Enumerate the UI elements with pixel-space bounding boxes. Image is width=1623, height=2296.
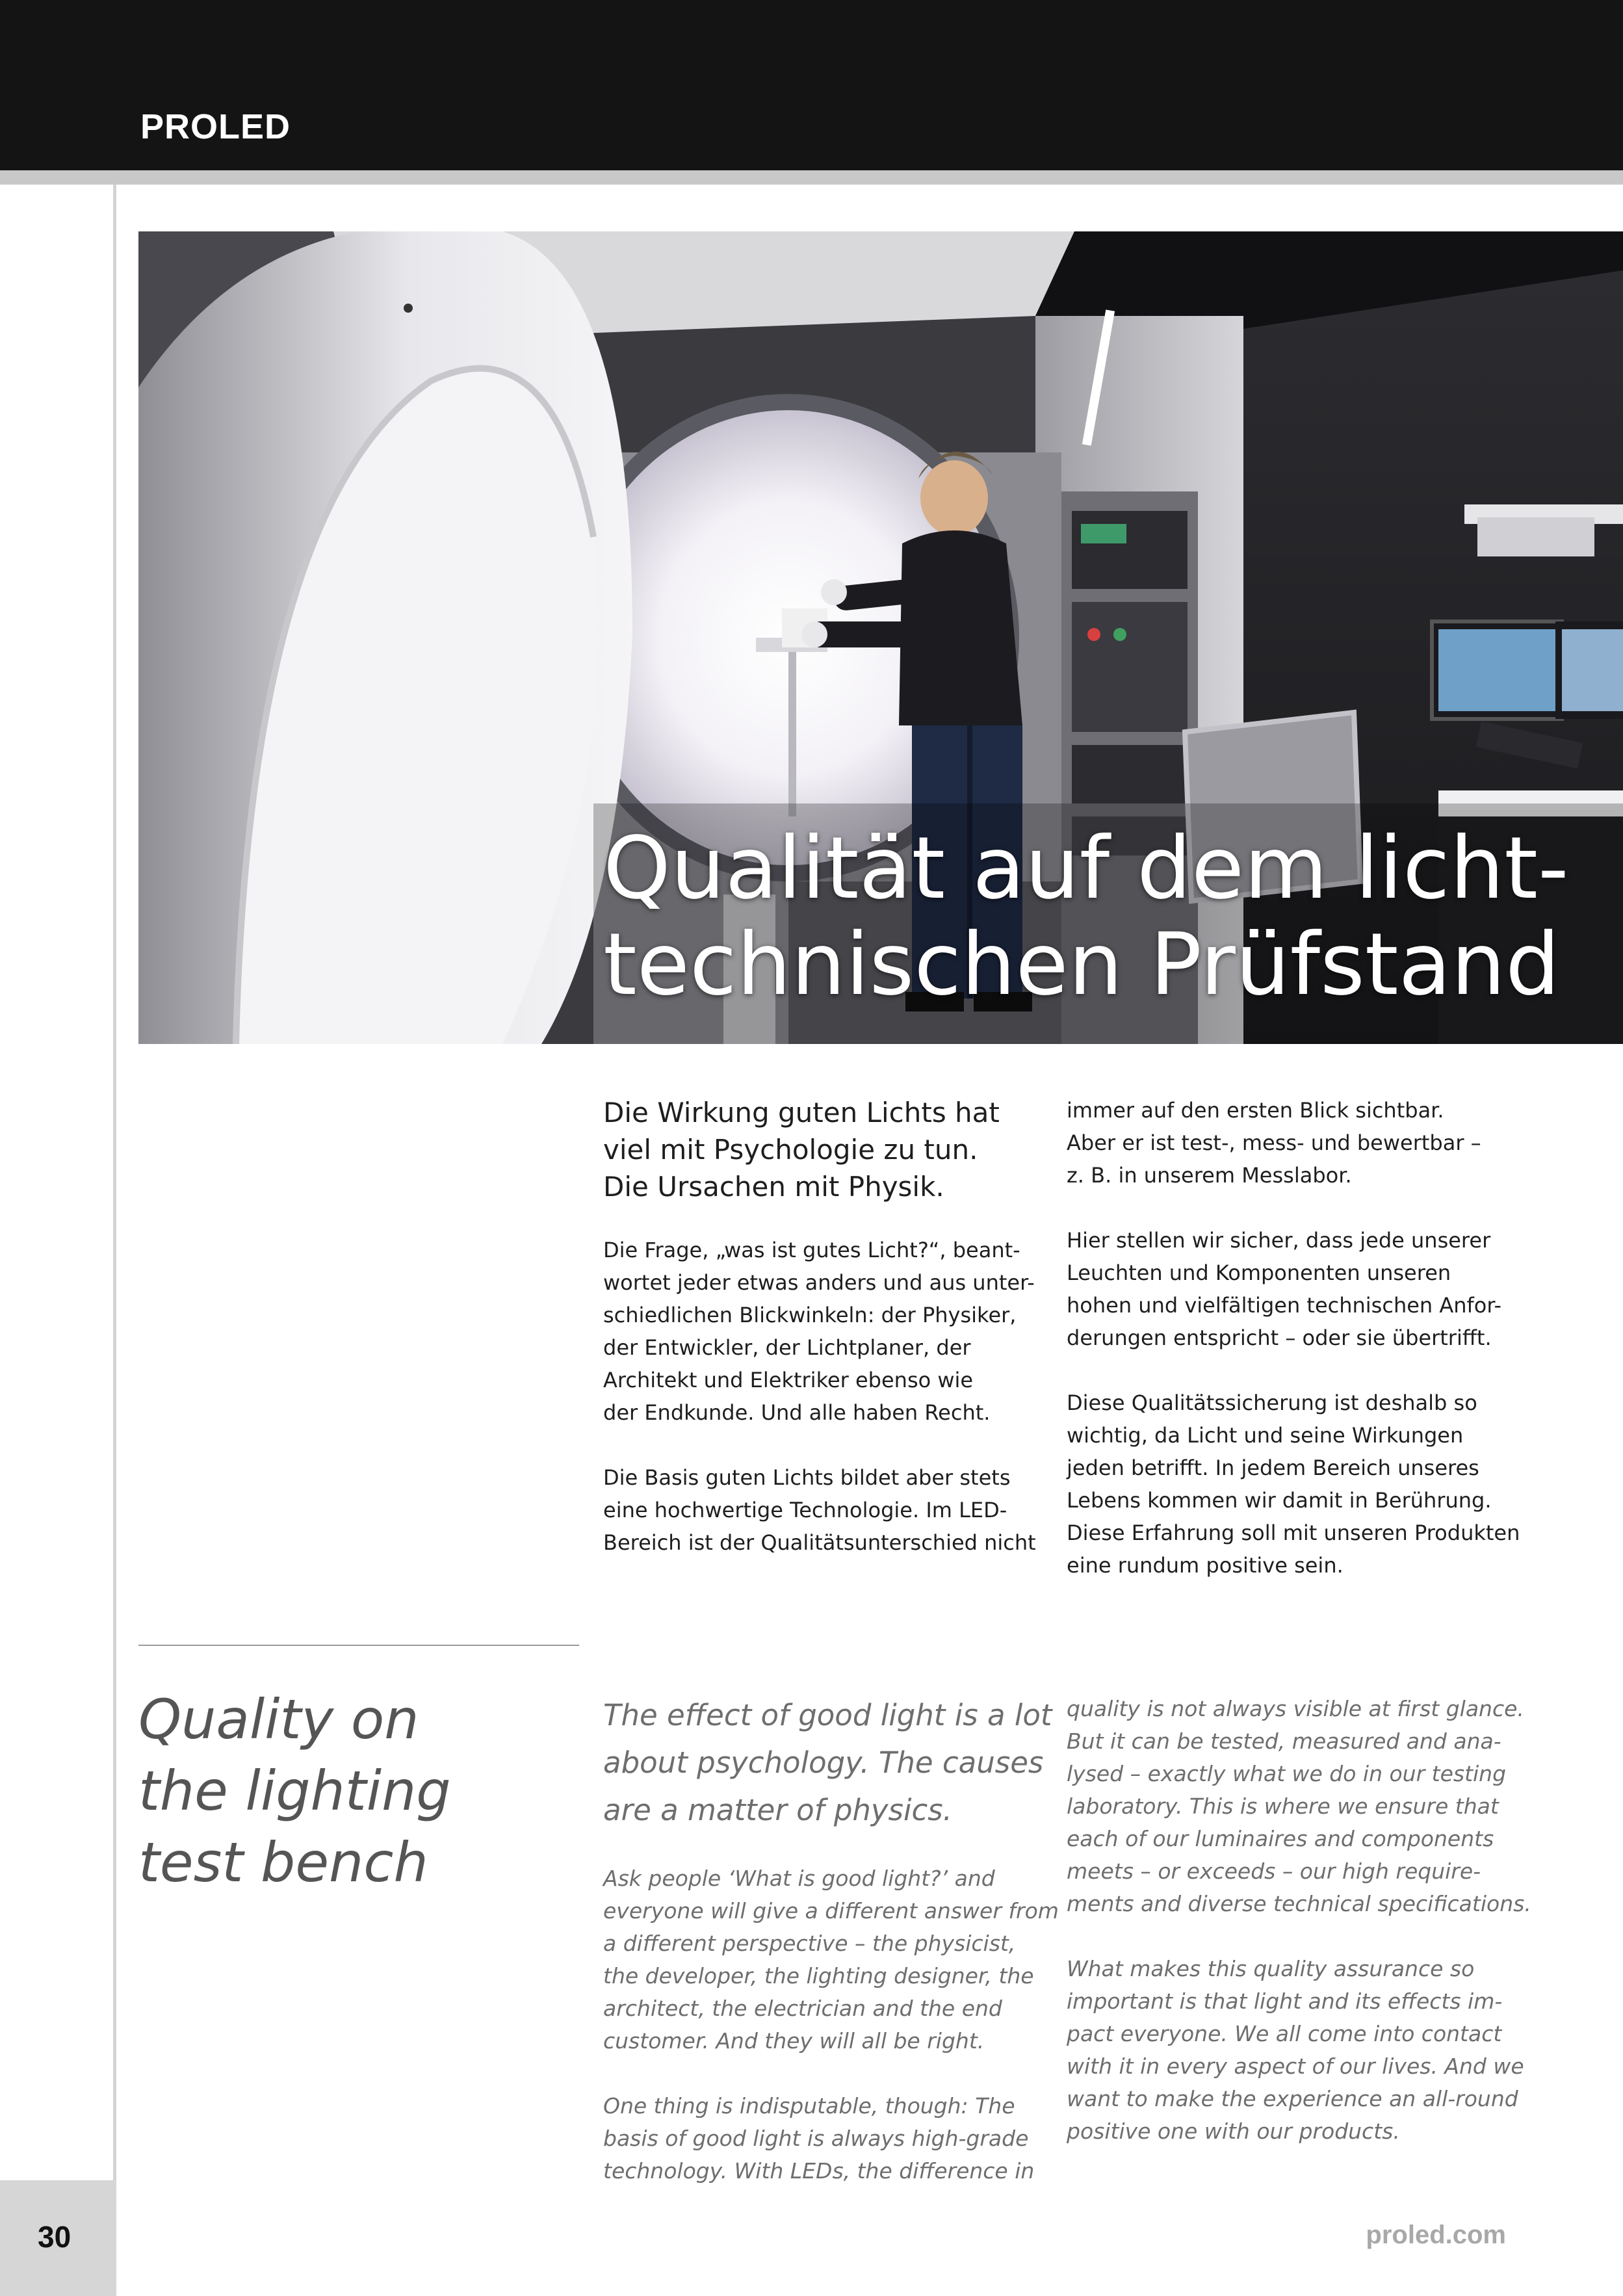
- text-line: But it can be tested, measured and ana-: [1067, 1729, 1501, 1754]
- english-title: [138, 1684, 451, 1898]
- german-lead: [603, 1094, 1045, 1205]
- text-line: z. B. in unserem Messlabor.: [1067, 1163, 1352, 1188]
- text-line: Diese Erfahrung soll mit unseren Produkten: [1067, 1520, 1520, 1545]
- english-title-line: Quality on: [138, 1688, 419, 1751]
- english-lead-line: are a matter of physics.: [603, 1793, 952, 1827]
- english-column-2: [1067, 1693, 1531, 2180]
- text-line: eine rundum positive sein.: [1067, 1553, 1344, 1578]
- text-line: Bereich ist der Qualitätsunterschied nicht: [603, 1530, 1036, 1555]
- page-number: 30: [38, 2220, 71, 2254]
- text-line: Aber er ist test-, mess- und bewertbar –: [1067, 1130, 1481, 1155]
- text-line: Architekt und Elektriker ebenso wie: [603, 1368, 974, 1392]
- english-column-1: [603, 1691, 1059, 2220]
- text-line: One thing is indisputable, though: The: [603, 2093, 1015, 2119]
- text-line: technology. With LEDs, the difference in: [603, 2158, 1035, 2184]
- german-lead-line: viel mit Psychologie zu tun.: [603, 1134, 978, 1166]
- text-line: pact everyone. We all come into contact: [1067, 2021, 1502, 2046]
- header-rule: [0, 170, 1623, 185]
- english-lead-line: The effect of good light is a lot: [603, 1698, 1052, 1732]
- english-paragraph-1: [603, 1862, 1059, 2057]
- german-paragraph-4: [1067, 1224, 1509, 1354]
- german-paragraph-1: [603, 1234, 1045, 1429]
- english-lead: [603, 1691, 1052, 1834]
- brand-logo-text: PROLED: [140, 107, 291, 146]
- headline-line-2: technischen Prüfstand: [603, 915, 1560, 1015]
- text-line: want to make the experience an all-round: [1067, 2086, 1518, 2111]
- text-line: lysed – exactly what we do in our testing: [1067, 1761, 1507, 1786]
- text-line: Hier stellen wir sicher, dass jede unserer: [1067, 1228, 1491, 1253]
- text-line: jeden betrifft. In jedem Bereich unseres: [1067, 1455, 1479, 1480]
- text-line: everyone will give a different answer from: [603, 1898, 1059, 1924]
- english-paragraph-2: [603, 2090, 1052, 2187]
- text-line: Die Frage, „was ist gutes Licht?“, beant-: [603, 1238, 1020, 1262]
- website-link[interactable]: proled.com: [1366, 2221, 1506, 2249]
- text-line: architect, the electrician and the end: [603, 1996, 1002, 2021]
- text-line: schiedlichen Blickwinkeln: der Physiker,: [603, 1303, 1017, 1327]
- text-line: hohen und vielfältigen technischen Anfor-: [1067, 1293, 1502, 1318]
- text-line: derungen entspricht – oder sie übertrifft.: [1067, 1325, 1492, 1350]
- german-paragraph-2: [603, 1461, 1045, 1559]
- text-line: immer auf den ersten Blick sichtbar.: [1067, 1098, 1444, 1123]
- text-line: with it in every aspect of our lives. And we: [1067, 2054, 1524, 2079]
- german-paragraph-3: [1067, 1094, 1509, 1192]
- margin-line: [113, 185, 116, 2180]
- english-title-line: the lighting: [138, 1759, 451, 1823]
- text-line: ments and diverse technical specifications.: [1067, 1891, 1531, 1916]
- text-line: der Endkunde. Und alle haben Recht.: [603, 1400, 991, 1425]
- text-line: Lebens kommen wir damit in Berührung.: [1067, 1488, 1492, 1513]
- text-line: What makes this quality assurance so: [1067, 1956, 1475, 1981]
- german-paragraph-5: [1067, 1387, 1520, 1582]
- english-paragraph-3: [1067, 1693, 1531, 1920]
- text-line: laboratory. This is where we ensure that: [1067, 1794, 1499, 1819]
- text-line: der Entwickler, der Lichtplaner, der: [603, 1335, 971, 1360]
- german-lead-line: Die Wirkung guten Lichts hat: [603, 1097, 1000, 1128]
- text-line: basis of good light is always high-grade: [603, 2126, 1029, 2151]
- text-line: wortet jeder etwas anders und aus unter-: [603, 1270, 1035, 1295]
- headline-line-1: Qualität auf dem licht-: [603, 818, 1569, 919]
- german-column-2: [1067, 1094, 1520, 1614]
- english-lead-line: about psychology. The causes: [603, 1745, 1044, 1780]
- text-line: important is that light and its effects im-: [1067, 1989, 1503, 2014]
- text-line: customer. And they will all be right.: [603, 2028, 985, 2054]
- text-line: meets – or exceeds – our high require-: [1067, 1859, 1481, 1884]
- section-divider: [138, 1645, 579, 1646]
- text-line: a different perspective – the physicist,: [603, 1931, 1016, 1956]
- english-title-line: test bench: [138, 1831, 428, 1894]
- text-line: positive one with our products.: [1067, 2119, 1400, 2144]
- text-line: Die Basis guten Lichts bildet aber stets: [603, 1465, 1011, 1490]
- german-column-1: [603, 1094, 1045, 1591]
- text-line: each of our luminaires and components: [1067, 1826, 1494, 1851]
- hero-headline: [603, 820, 1569, 1013]
- english-paragraph-4: [1067, 1953, 1522, 2148]
- text-line: Ask people ‘What is good light?’ and: [603, 1866, 995, 1891]
- text-line: the developer, the lighting designer, the: [603, 1963, 1034, 1989]
- text-line: Diese Qualitätssicherung ist deshalb so: [1067, 1390, 1477, 1415]
- text-line: wichtig, da Licht und seine Wirkungen: [1067, 1423, 1464, 1448]
- text-line: quality is not always visible at first glance.: [1067, 1696, 1524, 1721]
- text-line: Leuchten und Komponenten unseren: [1067, 1260, 1451, 1285]
- german-lead-line: Die Ursachen mit Physik.: [603, 1171, 944, 1203]
- text-line: eine hochwertige Technologie. Im LED-: [603, 1498, 1007, 1522]
